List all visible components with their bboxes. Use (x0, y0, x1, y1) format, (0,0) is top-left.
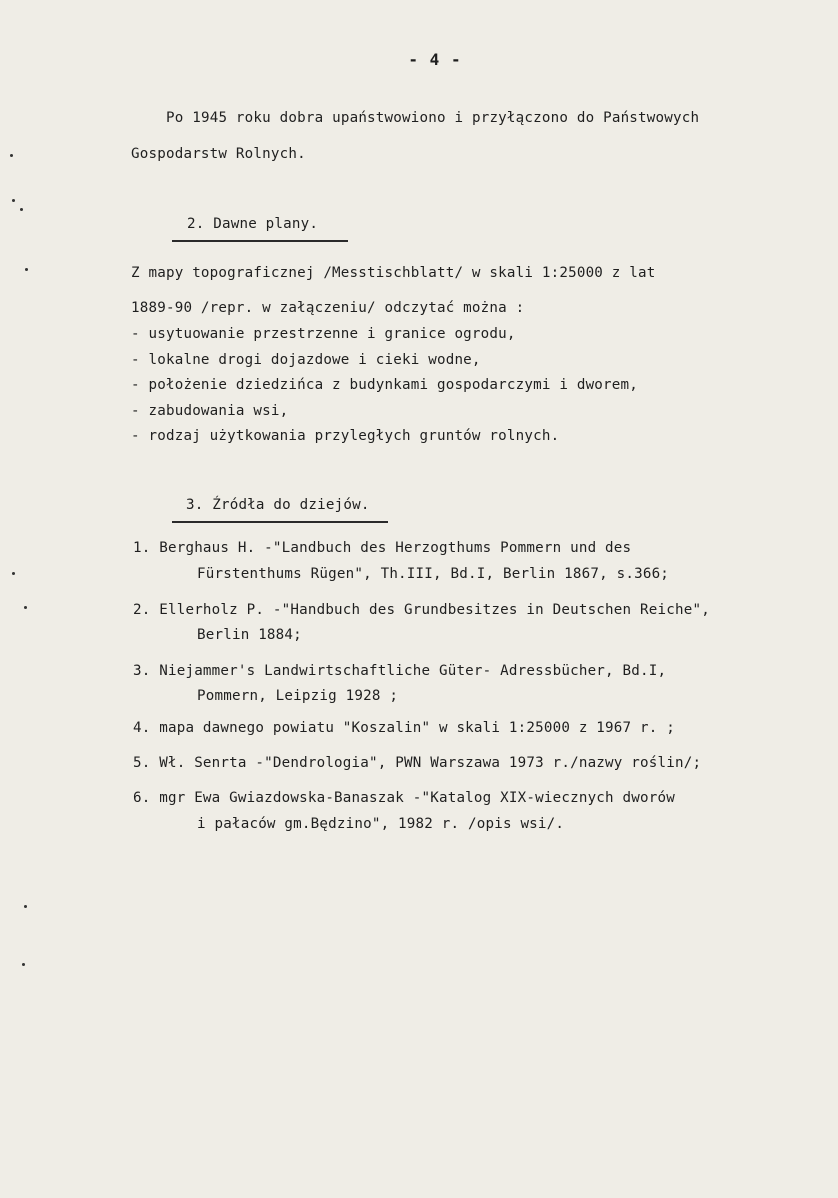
page-number: - 4 - (408, 50, 462, 69)
source-item-2-line-1: 2. Ellerholz P. -"Handbuch des Grundbesitzes in Deutschen Reiche", (133, 602, 710, 618)
intro-line-2: Gospodarstw Rolnych. (131, 146, 306, 162)
scan-speck (24, 905, 27, 908)
source-item-6-line-2: i pałaców gm.Będzino", 1982 r. /opis wsi/. (197, 816, 565, 832)
source-item-4: 4. mapa dawnego powiatu "Koszalin" w skali 1:25000 z 1967 r. ; (133, 720, 675, 736)
list-item: - lokalne drogi dojazdowe i cieki wodne, (131, 352, 481, 368)
section-2-heading: 2. Dawne plany. (187, 216, 319, 232)
scan-speck (24, 606, 27, 609)
source-item-1-line-2: Fürstenthums Rügen", Th.III, Bd.I, Berlin 1867, s.366; (197, 566, 670, 582)
list-item: - rodzaj użytkowania przyległych gruntów rolnych. (131, 428, 560, 444)
scan-speck (22, 963, 25, 966)
source-item-5: 5. Wł. Senrta -"Dendrologia", PWN Warszawa 1973 r./nazwy roślin/; (133, 755, 702, 771)
section-2-para-line-2: 1889-90 /repr. w załączeniu/ odczytać można : (131, 300, 525, 316)
scan-speck (12, 572, 15, 575)
scan-speck (20, 208, 23, 211)
section-3-underline (172, 521, 388, 523)
section-3-heading: 3. Źródła do dziejów. (186, 497, 370, 513)
list-item: - zabudowania wsi, (131, 403, 289, 419)
scan-speck (12, 199, 15, 202)
section-2-para-line-1: Z mapy topograficznej /Messtischblatt/ w skali 1:25000 z lat (131, 265, 656, 281)
source-item-3-line-1: 3. Niejammer's Landwirtschaftliche Güter- Adressbücher, Bd.I, (133, 663, 667, 679)
source-item-1-line-1: 1. Berghaus H. -"Landbuch des Herzogthums Pommern und des (133, 540, 632, 556)
source-item-6-line-1: 6. mgr Ewa Gwiazdowska-Banaszak -"Katalog XIX-wiecznych dworów (133, 790, 675, 806)
source-item-2-line-2: Berlin 1884; (197, 627, 302, 643)
section-2-underline (172, 240, 348, 242)
list-item: - położenie dziedzińca z budynkami gospodarczymi i dworem, (131, 377, 639, 393)
scan-speck (25, 268, 28, 271)
source-item-3-line-2: Pommern, Leipzig 1928 ; (197, 688, 399, 704)
list-item: - usytuowanie przestrzenne i granice ogrodu, (131, 326, 516, 342)
intro-line-1: Po 1945 roku dobra upaństwowiono i przyłączono do Państwowych (166, 110, 700, 126)
scan-speck (10, 154, 13, 157)
